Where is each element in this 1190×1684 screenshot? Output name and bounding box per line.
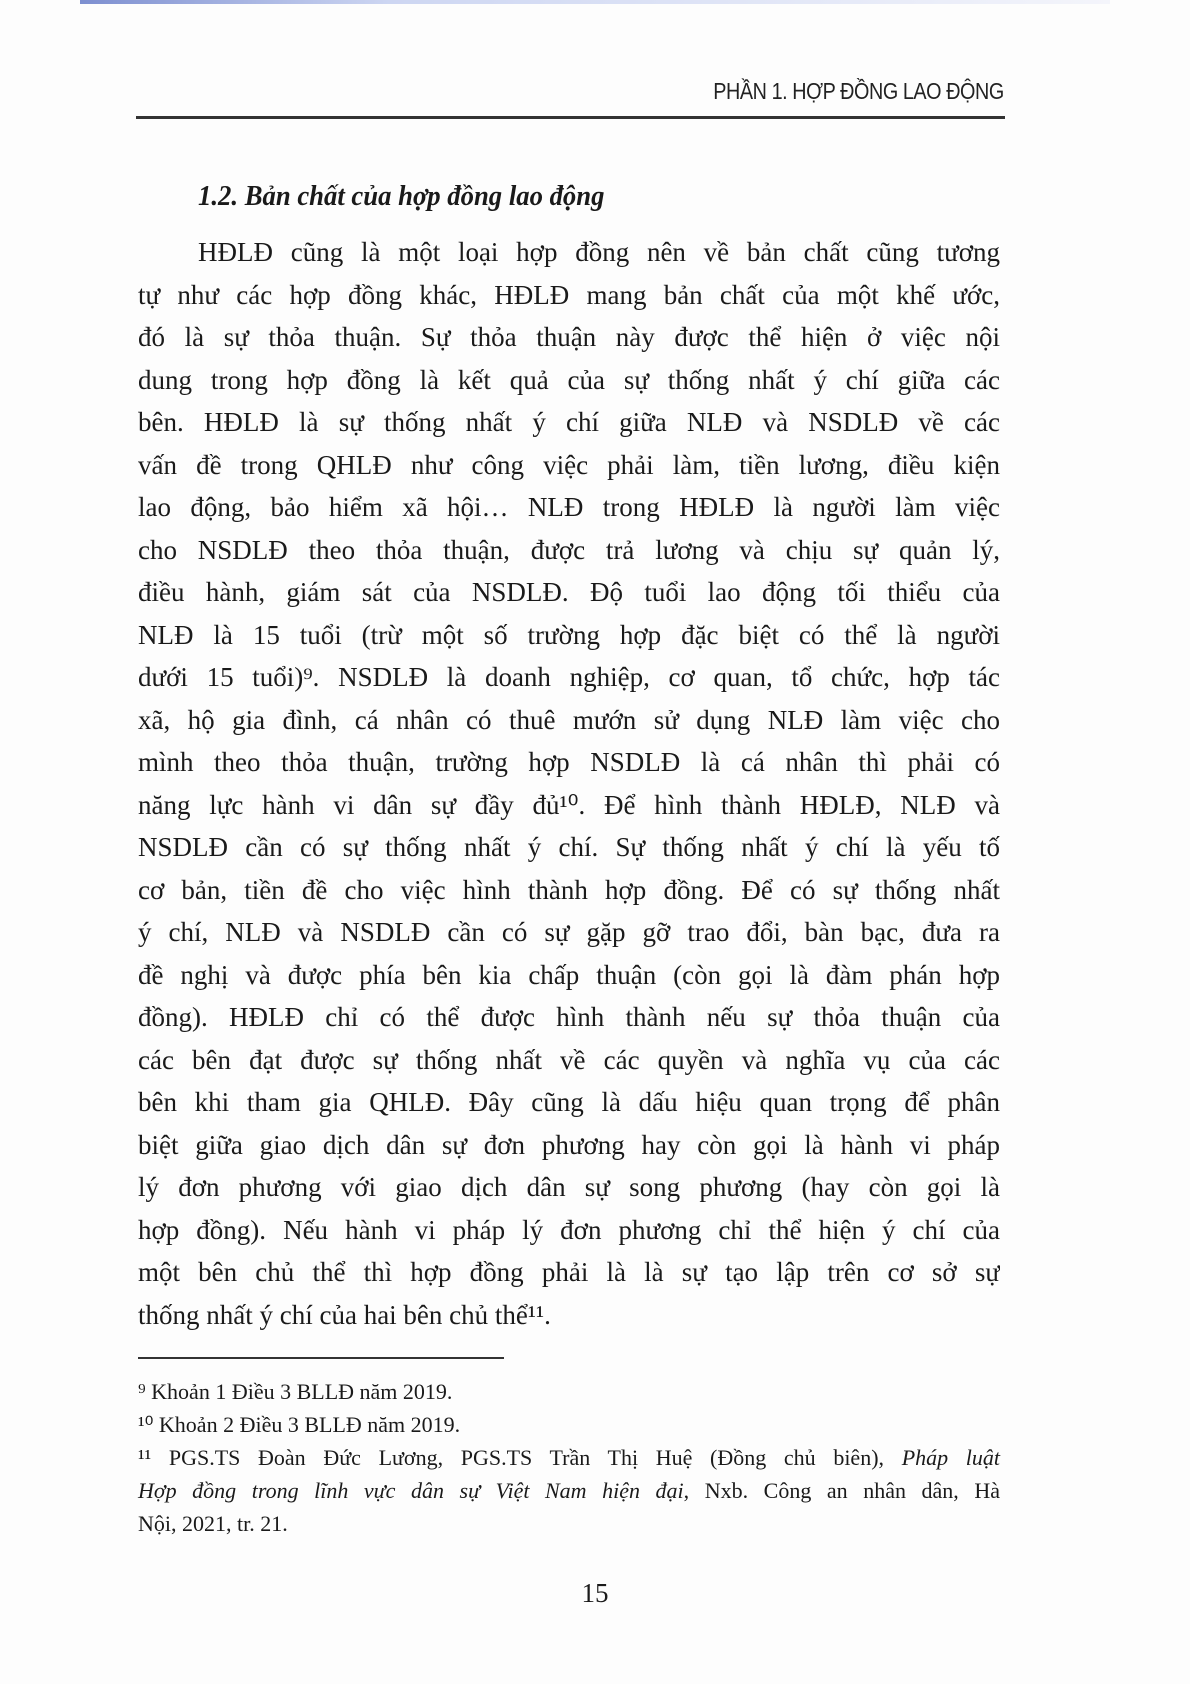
body-line: đó là sự thỏa thuận. Sự thỏa thuận này được thể hiện ở việc nội: [138, 322, 1000, 352]
body-line: cơ bản, tiền đề cho việc hình thành hợp đồng. Để có sự thống nhất: [138, 874, 1000, 905]
body-line: NSDLĐ cần có sự thống nhất ý chí. Sự thống nhất ý chí là yếu tố: [138, 832, 1000, 862]
body-line: điều hành, giám sát của NSDLĐ. Độ tuổi lao động tối thiểu của: [138, 577, 1000, 607]
body-line: năng lực hành vi dân sự đầy đủ¹⁰. Để hình thành HĐLĐ, NLĐ và: [138, 789, 1000, 820]
body-line: bên khi tham gia QHLĐ. Đây cũng là dấu hiệu quan trọng để phân: [138, 1087, 1000, 1117]
body-line: tự như các hợp đồng khác, HĐLĐ mang bản chất của một khế ước,: [138, 279, 1000, 310]
footnote-11-title-start: Pháp luật: [901, 1445, 1001, 1470]
body-line: các bên đạt được sự thống nhất về các quyền và nghĩa vụ của các: [138, 1044, 1000, 1075]
body-line: một bên chủ thể thì hợp đồng phải là là sự tạo lập trên cơ sở sự: [138, 1257, 1000, 1287]
body-line: NLĐ là 15 tuổi (trừ một số trường hợp đặc biệt có thể là người: [138, 619, 1000, 650]
body-line: bên. HĐLĐ là sự thống nhất ý chí giữa NLĐ và NSDLĐ về các: [138, 407, 1000, 437]
body-line: lý đơn phương với giao dịch dân sự song phương (hay còn gọi là: [138, 1172, 1000, 1202]
footnotes: [138, 1375, 1000, 1540]
scan-edge: [80, 0, 1110, 4]
section-heading: 1.2. Bản chất của hợp đồng lao động: [198, 180, 605, 212]
body-line: lao động, bảo hiểm xã hội… NLĐ trong HĐLĐ là người làm việc: [138, 492, 1000, 522]
footnote-11-cont: [138, 1474, 1000, 1507]
footnote-11-title-end: Hợp đồng trong lĩnh vực dân sự Việt Nam hiện đại: [138, 1478, 684, 1503]
footnote-11: [138, 1441, 1000, 1474]
body-text: [138, 231, 1000, 1336]
header-rule: [136, 116, 1005, 119]
body-line: thống nhất ý chí của hai bên chủ thể¹¹.: [138, 1299, 551, 1330]
footnote-11-end: Nội, 2021, tr. 21.: [138, 1511, 288, 1536]
body-line: ý chí, NLĐ và NSDLĐ cần có sự gặp gỡ trao đổi, bàn bạc, đưa ra: [138, 917, 1000, 947]
body-line: hợp đồng). Nếu hành vi pháp lý đơn phương chỉ thể hiện ý chí của: [138, 1214, 1000, 1245]
running-head: PHẦN 1. HỢP ĐỒNG LAO ĐỘNG: [713, 78, 1004, 104]
body-line: đề nghị và được phía bên kia chấp thuận (còn gọi là đàm phán hợp: [138, 959, 1000, 990]
body-line: xã, hộ gia đình, cá nhân có thuê mướn sử dụng NLĐ làm việc cho: [138, 704, 1000, 735]
body-line: mình theo thỏa thuận, trường hợp NSDLĐ là cá nhân thì phải có: [138, 747, 1000, 777]
body-line: vấn đề trong QHLĐ như công việc phải làm, tiền lương, điều kiện: [138, 449, 1000, 480]
page-number: 15: [581, 1578, 609, 1608]
footnote-9: ⁹ Khoản 1 Điều 3 BLLĐ năm 2019.: [138, 1379, 453, 1404]
body-line: biệt giữa giao dịch dân sự đơn phương hay còn gọi là hành vi pháp: [138, 1129, 1000, 1160]
body-line: cho NSDLĐ theo thỏa thuận, được trả lương và chịu sự quản lý,: [138, 534, 1000, 565]
body-line: dung trong hợp đồng là kết quả của sự thống nhất ý chí giữa các: [138, 364, 1000, 395]
body-line: HĐLĐ cũng là một loại hợp đồng nên về bản chất cũng tương: [198, 237, 1000, 267]
footnote-11-authors: ¹¹ PGS.TS Đoàn Đức Lương, PGS.TS Trần Thị Huệ (Đồng chủ biên),: [138, 1445, 902, 1470]
footnote-10: ¹⁰ Khoản 2 Điều 3 BLLĐ năm 2019.: [138, 1412, 461, 1437]
body-line: đồng). HĐLĐ chỉ có thể được hình thành nếu sự thỏa thuận của: [138, 1002, 1000, 1032]
footnote-11-publisher: , Nxb. Công an nhân dân, Hà: [683, 1478, 1000, 1503]
body-line: dưới 15 tuổi)⁹. NSDLĐ là doanh nghiệp, cơ quan, tổ chức, hợp tác: [138, 662, 1000, 692]
footnote-rule: [138, 1357, 504, 1359]
